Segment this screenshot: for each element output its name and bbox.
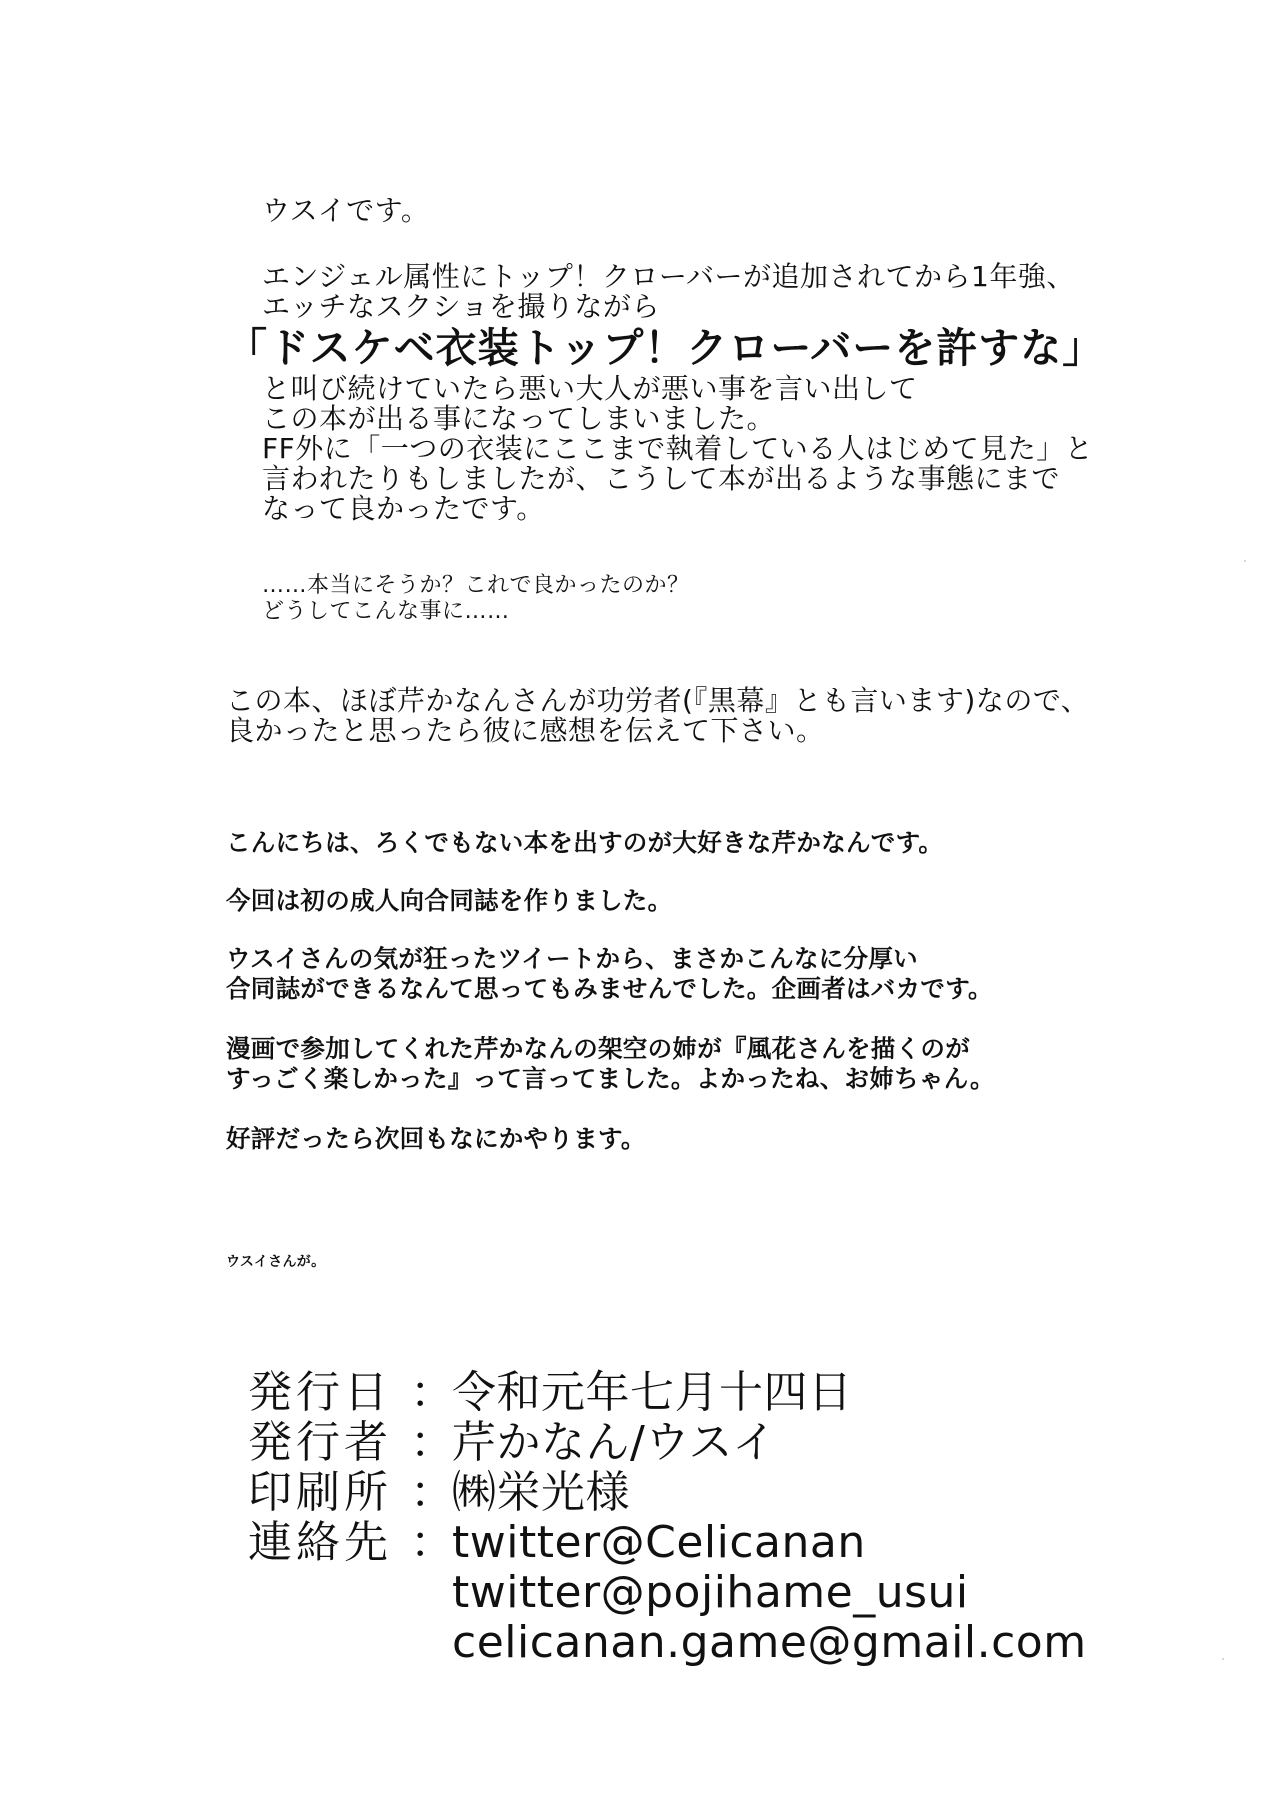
usui-headline: 「ドスケベ衣装トップ！クローバーを許すな」 bbox=[226, 324, 1105, 372]
celicanan-paragraph-1: こんにちは、ろくでもない本を出すのが大好きな芹かなんです。 bbox=[226, 828, 944, 857]
colophon-label: 発行者 bbox=[248, 1417, 392, 1468]
colophon-separator: ： bbox=[410, 1467, 455, 1518]
scan-speck bbox=[1222, 1658, 1224, 1660]
usui-paragraph-2-line-1: と叫び続けていたら悪い大人が悪い事を言い出して bbox=[262, 372, 918, 405]
usui-paragraph-2-line-2: この本が出る事になってしまいました。 bbox=[262, 402, 776, 435]
colophon-separator: ： bbox=[410, 1517, 455, 1568]
colophon-separator: ： bbox=[410, 1417, 455, 1468]
colophon-label: 印刷所 bbox=[248, 1467, 392, 1518]
usui-paragraph-3-line-1: ……本当にそうか？これで良かったのか？ bbox=[262, 573, 690, 598]
colophon-separator: ： bbox=[410, 1367, 455, 1418]
usui-paragraph-2-line-3: FF外に「一つの衣装にここまで執着している人はじめて見た」と bbox=[262, 432, 1094, 465]
celicanan-paragraph-2: 今回は初の成人向合同誌を作りました。 bbox=[226, 886, 673, 915]
usui-paragraph-3-line-2: どうしてこんな事に…… bbox=[262, 599, 510, 624]
usui-paragraph-4-line-1: この本、ほぼ芹かなんさんが功労者(『黒幕』とも言います)なので、 bbox=[226, 684, 1090, 717]
colophon-value: twitter@Celicanan bbox=[452, 1517, 866, 1568]
colophon-contact-email: celicanan.game@gmail.com bbox=[452, 1617, 1087, 1668]
scan-speck bbox=[1244, 560, 1246, 562]
celicanan-paragraph-3-line-2: 合同誌ができるなんて思ってもみませんでした。企画者はバカです。 bbox=[226, 974, 993, 1003]
celicanan-paragraph-4-line-1: 漫画で参加してくれた芹かなんの架空の姉が『風花さんを描くのが bbox=[226, 1034, 970, 1063]
celicanan-paragraph-4-line-2: すっごく楽しかった』って言ってました。よかったね、お姉ちゃん。 bbox=[226, 1064, 995, 1093]
usui-greeting: ウスイです。 bbox=[262, 194, 430, 227]
colophon-label: 発行日 bbox=[248, 1367, 392, 1418]
celicanan-paragraph-5: 好評だったら次回もなにかやります。 bbox=[226, 1124, 646, 1153]
celicanan-aside: ウスイさんが。 bbox=[226, 1254, 326, 1270]
colophon-value: 令和元年七月十四日 bbox=[452, 1367, 853, 1418]
usui-paragraph-4-line-2: 良かったと思ったら彼に感想を伝えて下さい。 bbox=[226, 714, 825, 747]
colophon-value: 芹かなん/ウスイ bbox=[452, 1417, 777, 1468]
usui-paragraph-2-line-4: 言われたりもしましたが、こうして本が出るような事態にまで bbox=[262, 462, 1061, 495]
celicanan-paragraph-3-line-1: ウスイさんの気が狂ったツイートから、まさかこんなに分厚い bbox=[226, 944, 918, 973]
colophon-value: ㈱栄光様 bbox=[452, 1467, 630, 1518]
colophon-label: 連絡先 bbox=[248, 1517, 392, 1568]
usui-paragraph-2-line-5: なって良かったです。 bbox=[262, 492, 545, 525]
usui-paragraph-1-line-1: エンジェル属性にトップ！クローバーが追加されてから1年強、 bbox=[262, 260, 1075, 293]
usui-paragraph-1-line-2: エッチなスクショを撮りながら bbox=[262, 290, 660, 323]
colophon-contact-twitter-usui: twitter@pojihame_usui bbox=[452, 1567, 969, 1618]
